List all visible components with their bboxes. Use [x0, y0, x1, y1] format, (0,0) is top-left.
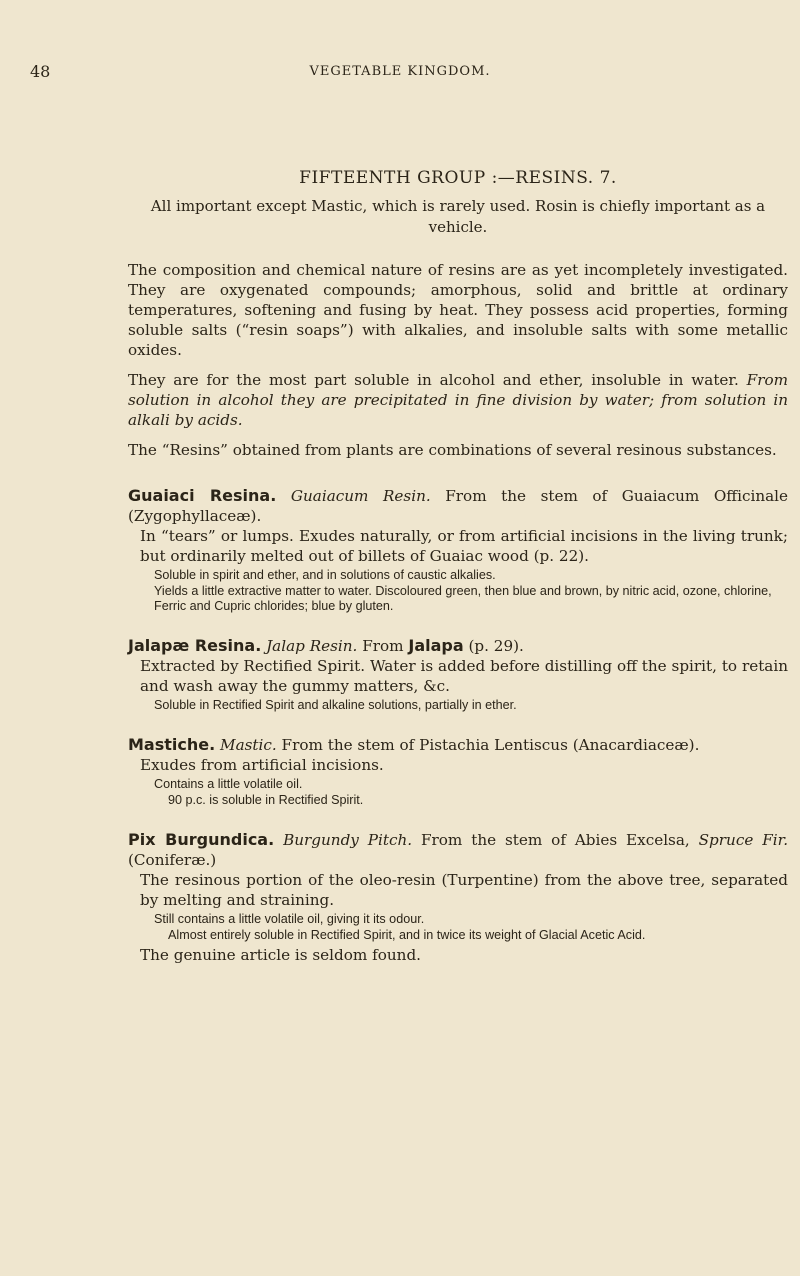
entry-english-name: Jalap Resin. [266, 637, 358, 655]
running-title: VEGETABLE KINGDOM. [309, 64, 491, 79]
page-number: 48 [30, 62, 51, 81]
precipitation-text: From solution in alcohol they are precipitated in fine division by water; from solution in alkali by acids. [128, 371, 789, 429]
entry-head [128, 830, 788, 870]
entry-head [128, 486, 788, 526]
entry-final-remark: The genuine article is seldom found. [140, 946, 421, 964]
entry-source-name: Jalapa [408, 636, 464, 655]
group-title: FIFTEENTH GROUP :—RESINS. 7. [299, 168, 617, 188]
note-item: 90 p.c. is soluble in Rectified Spirit. [168, 793, 364, 807]
entry-notes [128, 568, 788, 614]
note-item: Contains a little volatile oil. [154, 777, 303, 791]
entry-source-family: (Coniferæ.) [128, 851, 217, 869]
entry-jalapae [128, 636, 788, 713]
entry-english-name: Mastic. [220, 736, 277, 754]
note-item: Soluble in Rectified Spirit and alkaline solutions, partially in ether. [154, 698, 517, 712]
entry-guaiaci [128, 486, 788, 614]
entry-pix [128, 830, 788, 965]
entry-source: From the stem of Guaiacum Officinale (Zygophyllaceæ). [128, 487, 788, 525]
running-head [0, 62, 800, 82]
entry-name: Jalapæ Resina. [128, 636, 262, 655]
entry-description: Exudes from artificial incisions. [140, 756, 384, 774]
entry-name: Guaiaci Resina. [128, 486, 277, 505]
entry-english-name: Guaiacum Resin. [290, 487, 431, 505]
entry-source-common-name: Spruce Fir. [698, 831, 789, 849]
entry-notes [128, 698, 788, 713]
page-content [128, 168, 788, 987]
solubility-text: They are for the most part soluble in alcohol and ether, insoluble in water. [128, 371, 739, 389]
note-item: Soluble in spirit and ether, and in solutions of caustic alkalies. [154, 568, 496, 582]
entry-head [128, 735, 788, 755]
entry-source-suffix: (p. 29). [468, 637, 524, 655]
paragraph-composition: The composition and chemical nature of resins are as yet incompletely investigated. They are oxygenated compounds; amorphous, solid and brittle at ordinary temperatures, softening and fusing by heat. They possess acid properties, forming soluble salts (“resin soaps”) with alkalies, and insoluble salts with some metallic oxides. [128, 261, 788, 359]
entry-head [128, 636, 788, 656]
entry-english-name: Burgundy Pitch. [283, 831, 413, 849]
entry-description: Extracted by Rectified Spirit. Water is added before distilling off the spirit, to retain and wash away the gummy matters, &c. [140, 657, 788, 695]
entry-description: The resinous portion of the oleo-resin (Turpentine) from the above tree, separated by melting and straining. [140, 871, 788, 909]
note-item: Yields a little extractive matter to water. Discoloured green, then blue and brown, by nitric acid, ozone, chlorine, Ferric and Cupric chlorides; blue by gluten. [154, 584, 772, 613]
entry-notes [128, 912, 788, 943]
entry-source: From the stem of Pistachia Lentiscus (Anacardiaceæ). [281, 736, 700, 754]
paragraph-solubility [128, 370, 788, 430]
group-intro: All important except Mastic, which is rarely used. Rosin is chiefly important as a vehicle. [150, 197, 766, 236]
entry-description: In “tears” or lumps. Exudes naturally, or from artificial incisions in the living trunk; but ordinarily melted out of billets of Guaiac wood (p. 22). [140, 527, 788, 565]
entry-notes [128, 777, 788, 808]
note-item: Still contains a little volatile oil, giving it its odour. [154, 912, 425, 926]
entry-source: From the stem of Abies Excelsa, [420, 831, 690, 849]
entry-name: Mastiche. [128, 735, 216, 754]
entry-source-prefix: From [362, 637, 404, 655]
note-item: Almost entirely soluble in Rectified Spirit, and in twice its weight of Glacial Acetic Acid. [168, 928, 646, 942]
entry-mastiche [128, 735, 788, 808]
entry-name: Pix Burgundica. [128, 830, 275, 849]
paragraph-resins: The “Resins” obtained from plants are combinations of several resinous substances. [128, 441, 777, 459]
